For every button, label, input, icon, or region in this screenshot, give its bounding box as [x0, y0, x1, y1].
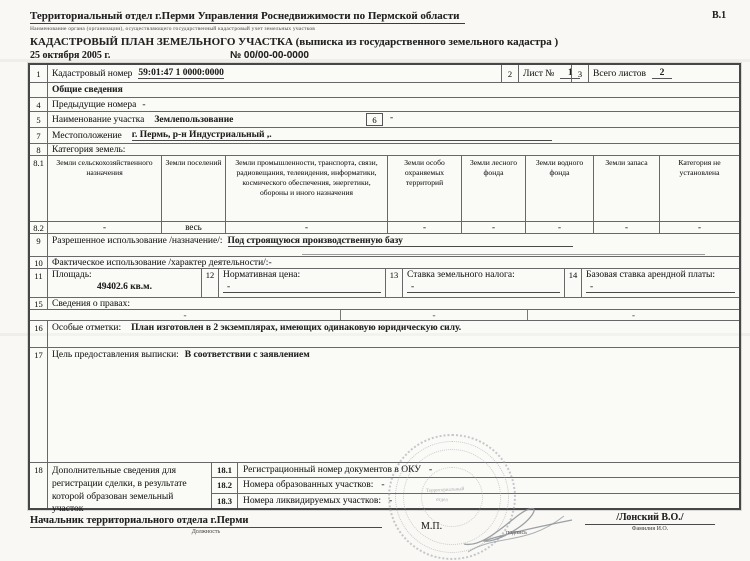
row-category-values	[30, 221, 739, 233]
actual-use-value: -	[268, 257, 272, 268]
row6-value: -	[390, 113, 394, 123]
area-cell	[48, 269, 201, 297]
category-value: -	[593, 222, 659, 233]
category-value: -	[461, 222, 525, 233]
section-general-title: Общие сведения	[52, 85, 123, 95]
row-number: 4	[30, 98, 48, 111]
sheet-value: 1	[560, 68, 580, 79]
row-number: 18.3	[212, 494, 238, 508]
row-permitted-use	[30, 233, 739, 256]
oku-registration-value: -	[428, 465, 433, 476]
category-value: -	[659, 222, 739, 233]
category-value: весь	[161, 222, 225, 233]
actual-use-label: Фактическое использование /характер деятельности/:	[52, 257, 269, 268]
name-block	[585, 512, 715, 532]
row-number: 10	[30, 257, 48, 268]
normative-price-label: Нормативная цена:	[223, 270, 301, 280]
org-name: Территориальный отдел г.Перми Управления Роснедвижимости по Пермской области	[30, 10, 465, 24]
formed-parcels-value: -	[381, 480, 385, 491]
row-number: 18.2	[212, 478, 238, 492]
category-value: -	[103, 221, 106, 232]
category-col-industry: Земли промышленности, транспорта, связи, радиовещания, телевидения, информатики, космического обеспечения, энергетики, обороны и иного назначения	[225, 156, 387, 221]
cadastral-number-cell	[48, 65, 501, 82]
row-land-category	[30, 143, 739, 155]
rights-value: -	[340, 310, 527, 320]
row-number-empty	[30, 83, 48, 97]
category-col-settlements: Земли поселений	[161, 156, 225, 221]
area-value: 49402.6 кв.м.	[96, 282, 153, 292]
row-number: 1	[30, 65, 48, 82]
location-value: г. Пермь, р-н Индустриальный ,.	[132, 130, 552, 141]
row-rights-values	[30, 309, 739, 320]
location-label: Местоположение	[52, 130, 122, 141]
cadastral-number-value: 59:01:47 1 0000:0000	[138, 68, 224, 78]
row-general-info	[30, 82, 739, 97]
row-number: 8	[30, 144, 48, 155]
row-number: 7	[30, 128, 48, 143]
category-col-not-set: Категория не установлена	[659, 156, 739, 221]
row-extract-purpose	[30, 347, 739, 462]
form-code: В.1	[712, 10, 727, 21]
additional-info-label: Дополнительные сведения для регистрации сделки, в результате которой образован земельный участок	[48, 463, 212, 508]
base-rent-cell	[582, 269, 739, 297]
row-number: 12	[201, 269, 219, 297]
sheet-label: Лист №	[523, 68, 555, 79]
row-parcel-name	[30, 111, 739, 127]
special-notes-label: Особые отметки:	[52, 323, 122, 333]
category-col-forest: Земли лесного фонда	[461, 156, 525, 221]
category-value: -	[525, 222, 593, 233]
cadastral-number-label: Кадастровый номер	[52, 68, 133, 79]
row-number: 16	[30, 321, 48, 347]
base-rent-label: Базовая ставка арендной платы:	[586, 270, 716, 280]
row-actual-use	[30, 256, 739, 268]
oku-registration-label: Регистрационный номер документов в ОКУ	[243, 465, 421, 476]
row-location	[30, 127, 739, 143]
row-number: 3	[571, 65, 589, 82]
sheet-cell	[519, 65, 571, 82]
extract-purpose-label: Цель предоставления выписки:	[52, 350, 179, 360]
row-number: 9	[30, 234, 48, 256]
total-sheets-cell	[589, 65, 739, 82]
row-number: 5	[30, 112, 48, 127]
document-title: КАДАСТРОВЫЙ ПЛАН ЗЕМЕЛЬНОГО УЧАСТКА (выписка из государственного земельного кадастра )	[30, 36, 559, 48]
category-col-protected: Земли особо охраняемых территорий	[387, 156, 461, 221]
extract-purpose-value: В соответствии с заявлением	[184, 350, 310, 360]
normative-price-cell	[219, 269, 385, 297]
document-date: 25 октября 2005 г.	[30, 50, 111, 61]
row-number-box: 6	[366, 113, 383, 126]
row-oku-registration	[212, 463, 739, 477]
category-col-reserve: Земли запаса	[593, 156, 659, 221]
category-value: -	[387, 222, 461, 233]
previous-numbers-label: Предыдущие номера	[52, 99, 137, 110]
row-number: 15	[30, 298, 48, 309]
position-caption: Должность	[191, 529, 221, 535]
category-col-agricultural: Земли сельскохозяйственного назначения	[56, 158, 153, 177]
seal-text-fragment: Территориальный	[425, 487, 465, 494]
normative-price-value: -	[223, 283, 381, 293]
seal-place-label: М.П.	[421, 521, 443, 532]
row-number: 8.2	[30, 222, 48, 233]
row-rights-info	[30, 297, 739, 309]
land-category-label: Категория земель:	[52, 144, 126, 155]
row-area-price-tax-rent	[30, 268, 739, 297]
parcel-name-value: Землепользование	[154, 114, 234, 125]
land-tax-label: Ставка земельного налога:	[407, 270, 515, 280]
row-category-headers	[30, 155, 739, 221]
row-special-notes	[30, 320, 739, 347]
liquidated-parcels-value: -	[389, 495, 393, 506]
position-block	[30, 515, 382, 535]
permitted-use-label: Разрешенное использование /назначение/:	[52, 236, 223, 246]
form-table	[28, 63, 741, 515]
signature-caption: подпись	[506, 530, 527, 536]
row-cadastral-number	[30, 65, 739, 82]
row-number: 11	[30, 269, 48, 297]
row-number: 18.1	[212, 463, 238, 477]
row-number: 18	[30, 463, 48, 508]
liquidated-parcels-label: Номера ликвидируемых участков:	[243, 495, 382, 506]
blank-line	[302, 254, 705, 255]
land-tax-cell	[403, 269, 564, 297]
row-number: 17	[30, 348, 48, 462]
rights-value: -	[527, 310, 739, 320]
permitted-use-value: Под строящуюся производственную базу	[228, 236, 573, 247]
row-additional-info	[30, 462, 739, 515]
row-number: 13	[385, 269, 403, 297]
base-rent-value: -	[586, 283, 735, 293]
category-value: -	[225, 222, 387, 233]
area-label: Площадь:	[52, 270, 92, 280]
rights-info-label: Сведения о правах:	[52, 298, 130, 309]
row-number: 2	[501, 65, 519, 82]
total-sheets-label: Всего листов	[593, 68, 646, 79]
parcel-name-label: Наименование участка	[52, 114, 145, 125]
formed-parcels-label: Номера образованных участков:	[243, 480, 374, 491]
row-previous-numbers	[30, 97, 739, 111]
org-name-caption: Наименование органа (организации), осуществляющего государственный кадастровый учет земельных участков	[30, 26, 316, 32]
row-number: 14	[564, 269, 582, 297]
handwritten-signature	[460, 490, 578, 556]
rights-value: -	[183, 310, 187, 320]
seal-text-fragment: отдел	[435, 497, 448, 504]
total-sheets-value: 2	[652, 68, 672, 79]
name-caption: Фамилия И.О.	[631, 526, 669, 532]
scan-smudge	[0, 59, 750, 62]
document-number: № 00/00-00-0000	[230, 50, 309, 61]
category-col-water: Земли водного фонда	[525, 156, 593, 221]
land-tax-value: -	[407, 283, 560, 293]
row-number: 8.1	[30, 156, 48, 221]
position-value: Начальник территориального отдела г.Перми	[30, 515, 382, 528]
signatory-name: /Лонский В.О./	[585, 512, 715, 525]
special-notes-value: План изготовлен в 2 экземплярах, имеющих одинаковую юридическую силу.	[131, 323, 462, 333]
previous-numbers-value: -	[142, 99, 146, 110]
